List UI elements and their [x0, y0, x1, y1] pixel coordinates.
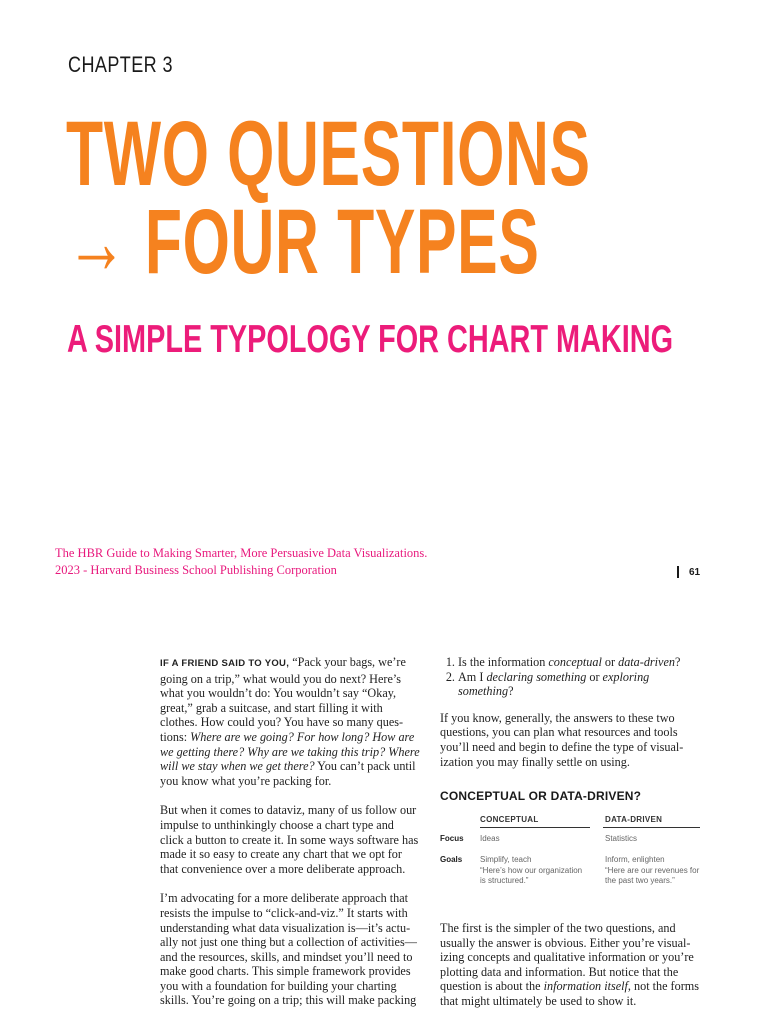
run-in-heading: IF A FRIEND SAID TO YOU,: [160, 658, 290, 669]
goals-conceptual-example: “Here’s how our organization is structured.”: [480, 865, 583, 885]
source-line-2: 2023 - Harvard Business School Publishing Corporation: [55, 563, 337, 577]
paragraph-1: [160, 655, 420, 788]
goals-data-main: Inform, enlighten: [605, 855, 665, 864]
left-column: [160, 655, 420, 1023]
paragraph-2: But when it comes to dataviz, many of us follow our impulse to unthinkingly choose a chart type and click a button to create it. In some ways software has made it so easy to create any chart that we opt for that convenience over a more deliberate approach.: [160, 803, 419, 876]
chapter-title-line-1: TWO QUESTIONS: [66, 103, 591, 205]
paragraph-1-text-c: You can’t pack until you know what you’re packing for.: [160, 759, 416, 788]
paragraph-1-text-a: “Pack your bags, we’re going on a trip,” what would you do next? Here’s what you wouldn’t do: You wouldn’t say “Okay, great,” grab a suitcase, and start filling it with clothes. How could you? You have so many questions:: [160, 655, 406, 744]
chapter-label: CHAPTER 3: [68, 52, 173, 77]
table-row-label-goals: Goals: [440, 855, 463, 864]
table-cell-focus-conceptual: Ideas: [480, 834, 500, 843]
table-cell-goals-data-driven: [605, 855, 705, 887]
table-row-label-focus: Focus: [440, 834, 464, 843]
question-2: 2. Am I declaring something or exploring something?: [458, 670, 702, 699]
goals-data-example: “Here are our revenues for the past two years.”: [605, 865, 700, 885]
paragraph-3: I’m advocating for a more deliberate approach that resists the impulse to “click-and-viz.” It starts with understanding what data visualization is—it’s actually not just one thing but a collection of activities—and the resources, skills, and mindset you’ll need to make good charts. This simple framework provides you with a foundation for building your charting skills. You’re going on a trip; this will make packing: [160, 891, 417, 1008]
source-line-1: The HBR Guide to Making Smarter, More Persuasive Data Visualizations.: [55, 546, 428, 560]
table-header-data-driven: DATA-DRIVEN: [605, 815, 663, 824]
questions-list: [440, 655, 702, 699]
table-header-conceptual: CONCEPTUAL: [480, 815, 539, 824]
table-header-rule-data-driven: [603, 827, 700, 828]
question-1: 1. Is the information conceptual or data-driven?: [458, 655, 702, 670]
right-paragraph-2: The first is the simpler of the two questions, and usually the answer is obvious. Either you’re visualizing concepts and qualitative information or you’re plotting data and information. But notice that the question is about the information itself, not the forms that might ultimately be used to show it.: [440, 921, 699, 1008]
paragraph-1-questions: Where are we going? For how long? How are we getting there? Why are we taking this trip? Where will we stay when we get there?: [160, 729, 420, 774]
table-cell-focus-data-driven: Statistics: [605, 834, 638, 843]
chapter-title-line-2: → FOUR TYPES: [66, 191, 540, 293]
right-column: [440, 655, 702, 769]
table-title: CONCEPTUAL OR DATA-DRIVEN?: [440, 789, 642, 803]
goals-conceptual-main: Simplify, teach: [480, 855, 532, 864]
right-paragraph-1: If you know, generally, the answers to these two questions, you can plan what resources and tools you’ll need and begin to define the type of visualization you may finally settle on using.: [440, 710, 684, 769]
chapter-subtitle: A SIMPLE TYPOLOGY FOR CHART MAKING: [67, 318, 674, 361]
table-header-rule-conceptual: [480, 827, 590, 828]
table-cell-goals-conceptual: [480, 855, 590, 887]
page-number: 61: [689, 567, 701, 578]
folio-bar: [677, 566, 679, 578]
